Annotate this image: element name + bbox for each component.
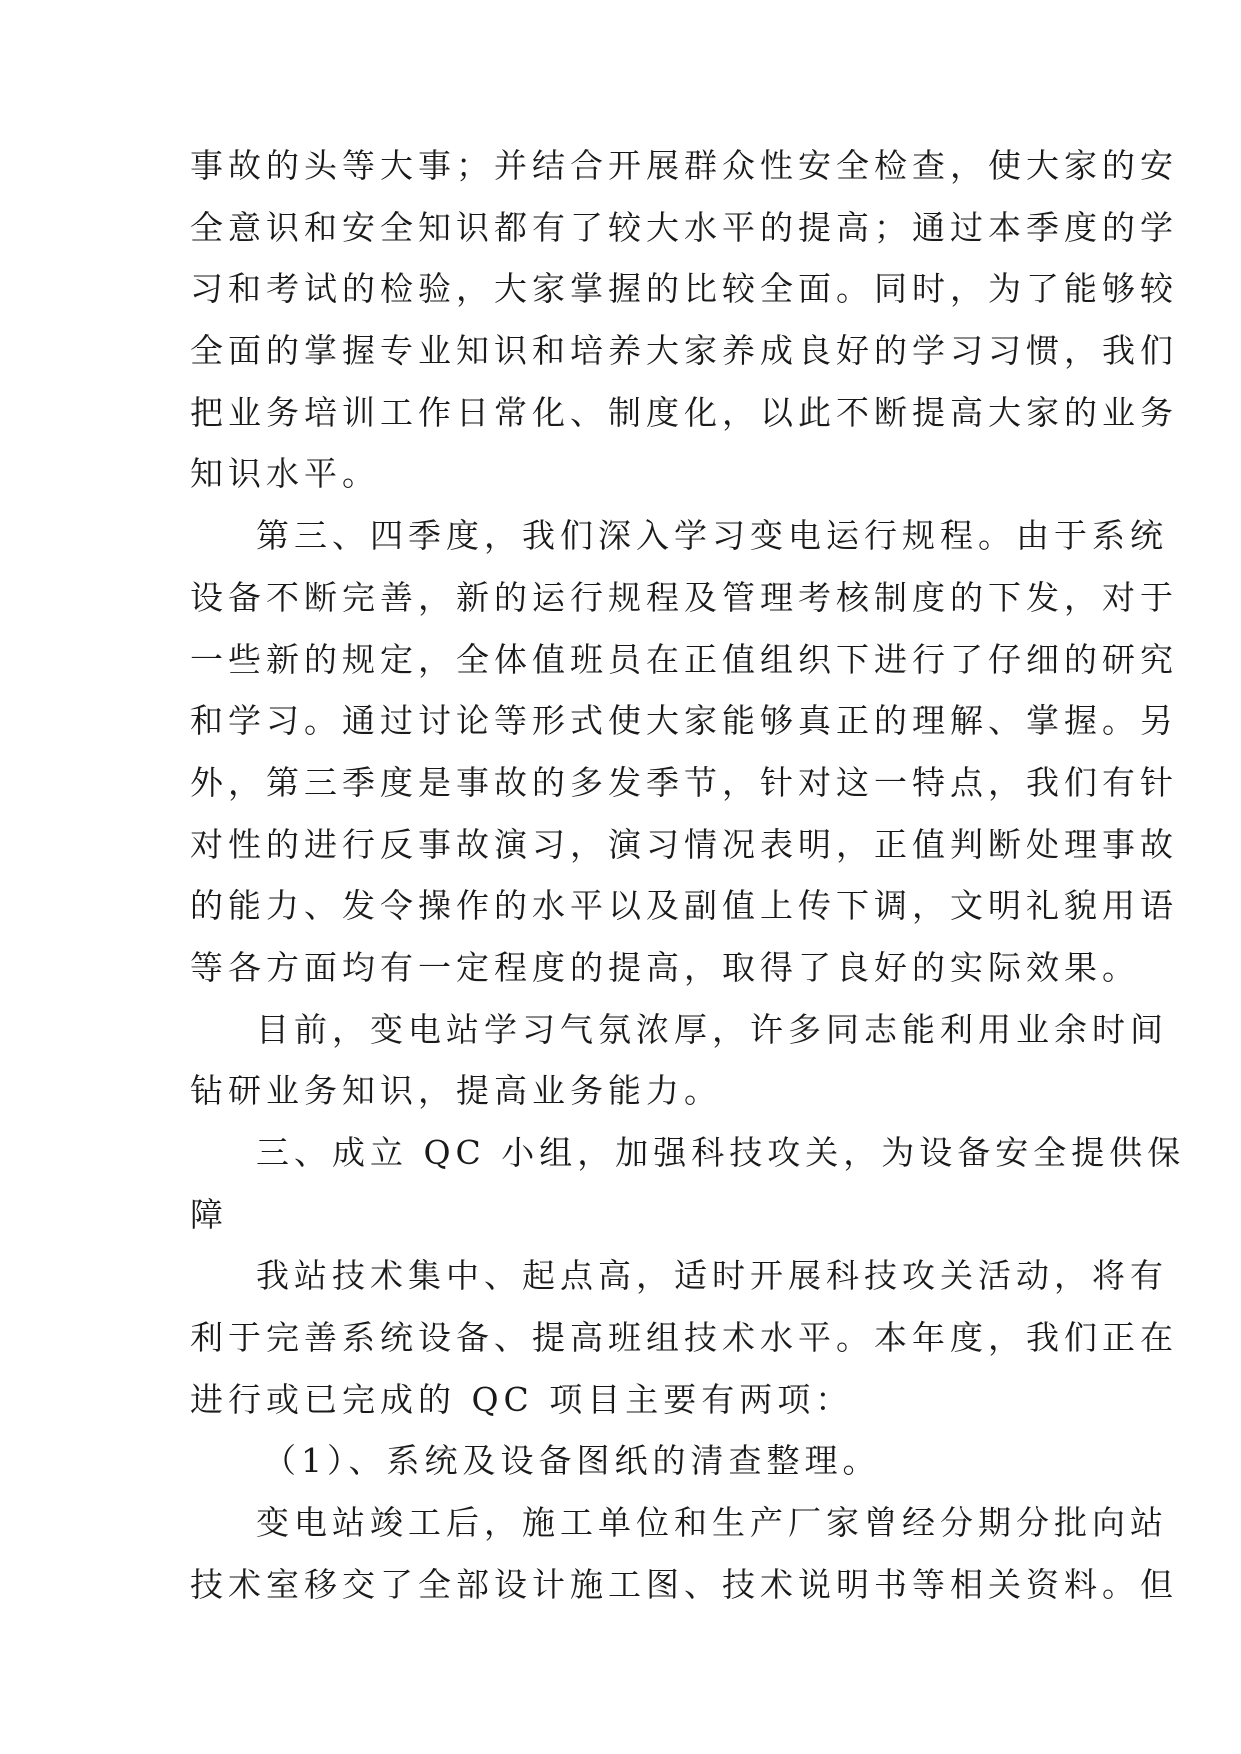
text-line: 钻研业务知识，提高业务能力。	[190, 1071, 722, 1110]
text-line: 利于完善系统设备、提高班组技术水平。本年度，我们正在	[190, 1318, 1178, 1357]
text-line: 全意识和安全知识都有了较大水平的提高；通过本季度的学	[190, 208, 1178, 247]
paragraph-first-line: 目前，变电站学习气氛浓厚，许多同志能利用业余时间	[256, 1010, 1168, 1049]
text-line: 全面的掌握专业知识和培养大家养成良好的学习习惯，我们	[190, 331, 1178, 370]
paragraph-first-line: 第三、四季度，我们深入学习变电运行规程。由于系统	[256, 516, 1168, 555]
text-line: 对性的进行反事故演习，演习情况表明，正值判断处理事故	[190, 825, 1178, 864]
section-heading-continued: 障	[190, 1195, 228, 1234]
text-line: 外，第三季度是事故的多发季节，针对这一特点，我们有针	[190, 763, 1178, 802]
text-line: 等各方面均有一定程度的提高，取得了良好的实际效果。	[190, 948, 1140, 987]
text-line: 一些新的规定，全体值班员在正值组织下进行了仔细的研究	[190, 640, 1178, 679]
text-line: 的能力、发令操作的水平以及副值上传下调，文明礼貌用语	[190, 886, 1178, 925]
text-line: 知识水平。	[190, 454, 380, 493]
section-heading: 三、成立 QC 小组，加强科技攻关，为设备安全提供保	[256, 1133, 1186, 1172]
text-line: 技术室移交了全部设计施工图、技术说明书等相关资料。但	[190, 1565, 1178, 1604]
text-line: 进行或已完成的 QC 项目主要有两项：	[190, 1380, 854, 1419]
text-line: 习和考试的检验，大家掌握的比较全面。同时，为了能够较	[190, 269, 1178, 308]
text-line: 和学习。通过讨论等形式使大家能够真正的理解、掌握。另	[190, 701, 1178, 740]
text-line: 把业务培训工作日常化、制度化，以此不断提高大家的业务	[190, 393, 1178, 432]
paragraph-first-line: 我站技术集中、起点高，适时开展科技攻关活动，将有	[256, 1256, 1168, 1295]
numbered-item: （1）、系统及设备图纸的清查整理。	[263, 1441, 881, 1480]
text-line: 设备不断完善，新的运行规程及管理考核制度的下发，对于	[190, 578, 1178, 617]
text-line: 事故的头等大事；并结合开展群众性安全检查，使大家的安	[190, 146, 1178, 185]
paragraph-first-line: 变电站竣工后，施工单位和生产厂家曾经分期分批向站	[256, 1503, 1168, 1542]
